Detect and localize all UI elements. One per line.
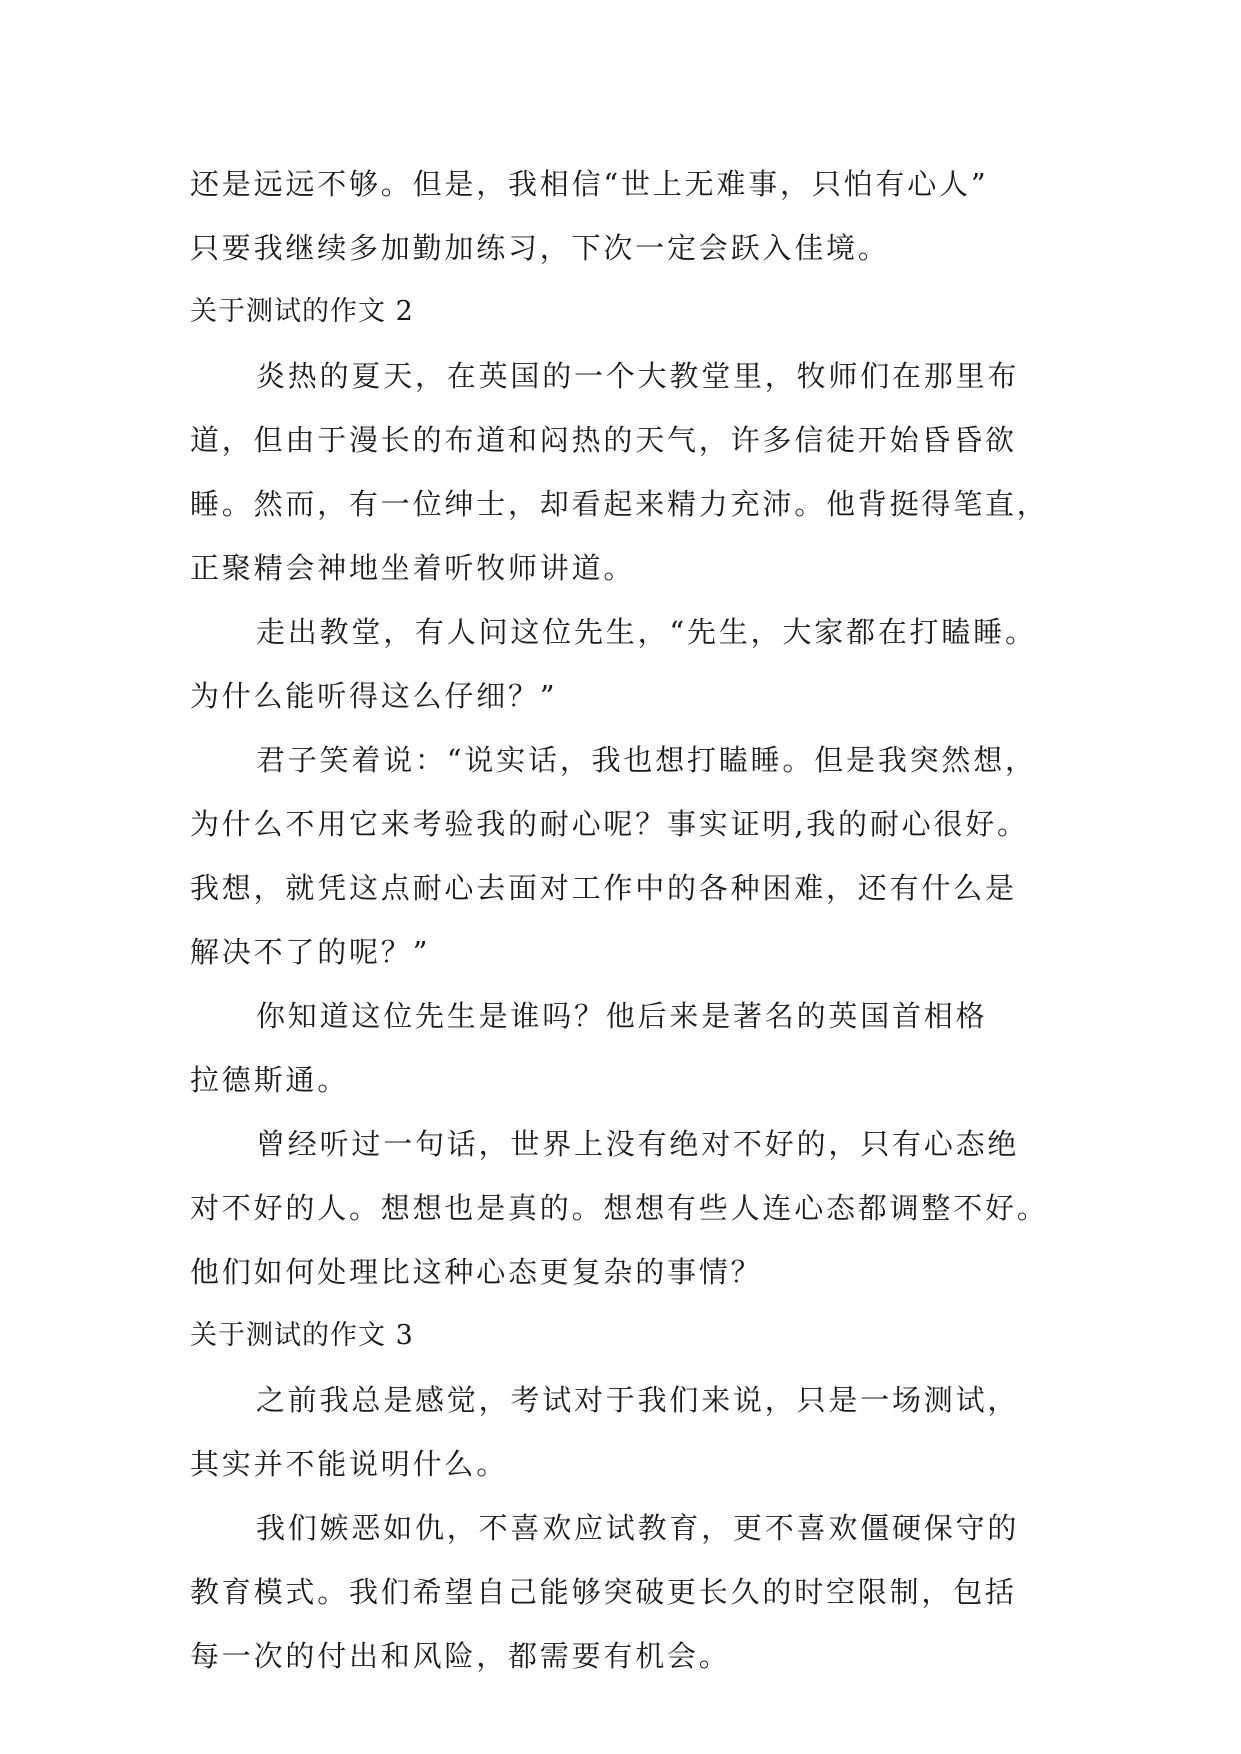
paragraph-line: 炎热的夏天，在英国的一个大教堂里，牧师们在那里布 <box>256 359 1020 393</box>
paragraph-line: 其实并不能说明什么。 <box>190 1447 509 1481</box>
section-heading: 关于测试的作文 2 <box>190 296 414 327</box>
paragraph-line: 正聚精会神地坐着听牧师讲道。 <box>190 551 636 585</box>
paragraph-line: 解决不了的呢？” <box>190 935 431 969</box>
paragraph-line: 君子笑着说：“说实话，我也想打瞌睡。但是我突然想， <box>256 743 1037 777</box>
paragraph-line: 我想，就凭这点耐心去面对工作中的各种困难，还有什么是 <box>190 871 1017 905</box>
paragraph-line: 睡。然而，有一位绅士，却看起来精力充沛。他背挺得笔直， <box>190 487 1049 521</box>
paragraph-line: 走出教堂，有人问这位先生，“先生，大家都在打瞌睡。 <box>256 615 1037 649</box>
paragraph-line: 还是远远不够。但是，我相信“世上无难事，只怕有心人” <box>190 167 989 201</box>
paragraph-line: 你知道这位先生是谁吗？他后来是著名的英国首相格 <box>256 999 988 1033</box>
paragraph-line: 只要我继续多加勤加练习，下次一定会跃入佳境。 <box>190 231 890 265</box>
document-body <box>190 152 1060 1688</box>
paragraph-line: 我们嫉恶如仇，不喜欢应试教育，更不喜欢僵硬保守的 <box>256 1511 1020 1545</box>
paragraph-line: 他们如何处理比这种心态更复杂的事情？ <box>190 1255 763 1289</box>
paragraph-line: 每一次的付出和风险，都需要有机会。 <box>190 1639 731 1673</box>
paragraph-line: 教育模式。我们希望自己能够突破更长久的时空限制，包括 <box>190 1575 1017 1609</box>
paragraph-line: 曾经听过一句话，世界上没有绝对不好的，只有心态绝 <box>256 1127 1020 1161</box>
paragraph-line: 对不好的人。想想也是真的。想想有些人连心态都调整不好。 <box>190 1191 1049 1225</box>
paragraph-line: 为什么不用它来考验我的耐心呢？事实证明,我的耐心很好。 <box>190 807 1029 841</box>
paragraph-line: 拉德斯通。 <box>190 1063 350 1097</box>
paragraph-line: 道，但由于漫长的布道和闷热的天气，许多信徒开始昏昏欲 <box>190 423 1017 457</box>
section-heading: 关于测试的作文 3 <box>190 1320 414 1351</box>
paragraph-line: 之前我总是感觉，考试对于我们来说，只是一场测试， <box>256 1383 1020 1417</box>
paragraph-line: 为什么能听得这么仔细？” <box>190 679 558 713</box>
